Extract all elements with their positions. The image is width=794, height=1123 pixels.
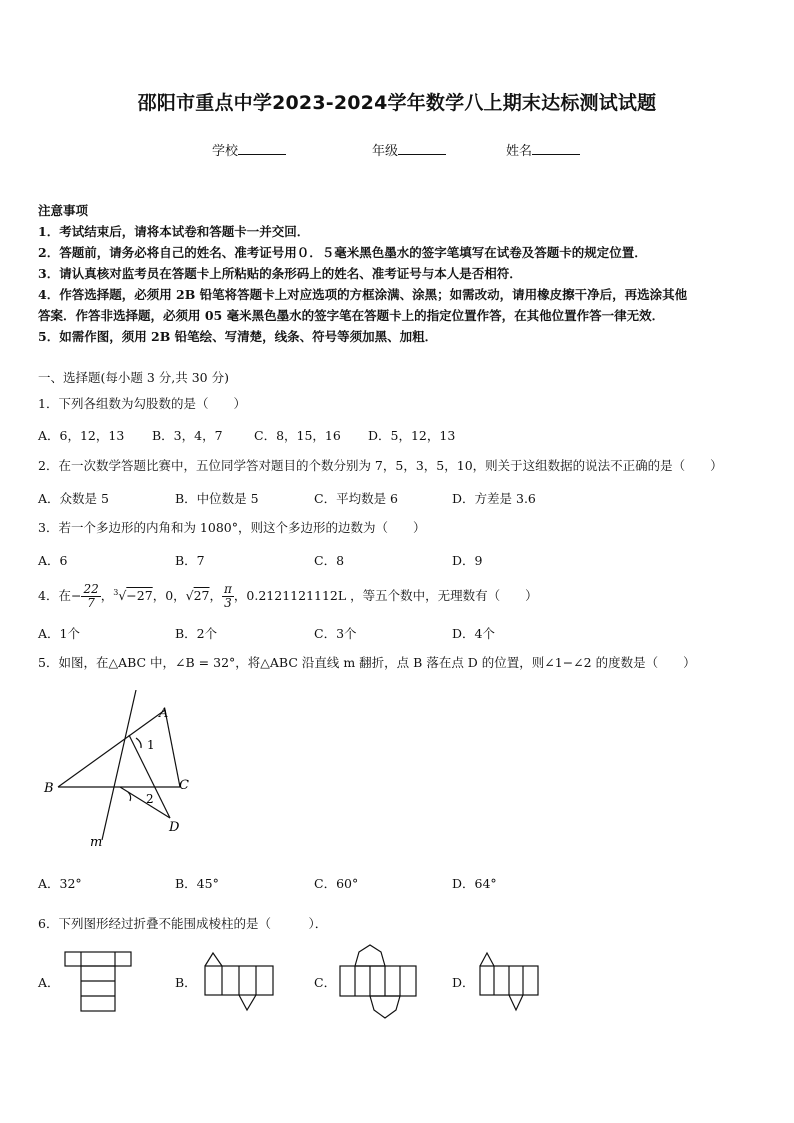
notice-item: 3．请认真核对监考员在答题卡上所粘贴的条形码上的姓名、准考证号与本人是否相符． [38, 266, 522, 281]
fraction-numerator: π [224, 582, 232, 597]
question-4-option-c: C．3个 [314, 626, 357, 641]
name-blank [532, 143, 580, 155]
question-2-option-c: C．平均数是 6 [314, 491, 398, 506]
question-6-option-c-label: C． [314, 975, 337, 990]
question-6-stem: 6．下列图形经过折叠不能围成棱柱的是（ ）． [38, 916, 328, 931]
fraction-22-over-7 [81, 583, 100, 610]
question-5-stem: 5．如图，在△ABC 中，∠B = 32°，将△ABC 沿直线 m 翻折，点 B 落在点 D 的位置，则∠1−∠2 的度数是（ ） [38, 655, 696, 670]
notice-item: 2．答题前，请务必将自己的姓名、准考证号用０．５毫米黑色墨水的签字笔填写在试卷及答题卡的规定位置． [38, 245, 647, 260]
question-2-option-b: B．中位数是 5 [175, 491, 259, 506]
name-field [506, 140, 580, 159]
question-5-option-b: B．45° [175, 876, 219, 891]
question-5-option-d: D．64° [452, 876, 497, 891]
radical-sign: √ [118, 588, 127, 604]
label-d: D [169, 820, 180, 835]
fraction-pi-over-3 [222, 583, 234, 610]
grade-label: 年级 [372, 144, 399, 159]
label-angle-1: 1 [147, 738, 155, 752]
notice-item: 答案．作答非选择题，必须用 05 毫米黑色墨水的签字笔在答题卡上的指定位置作答，在其他位置作答一律无效． [38, 308, 665, 323]
question-5-option-a: A．32° [38, 876, 82, 891]
label-a: A [159, 706, 169, 721]
label-m: m [90, 835, 103, 850]
school-field [212, 140, 286, 159]
question-3-option-d: D．9 [452, 553, 483, 568]
net-figure-d [476, 950, 542, 1014]
name-label: 姓名 [506, 144, 533, 159]
label-angle-2: 2 [146, 792, 154, 806]
notice-item: 4．作答选择题，必须用 2B 铅笔将答题卡上对应选项的方框涂满、涂黑；如需改动，请用橡皮擦干净后，再选涂其他 [38, 287, 688, 302]
question-4-option-d: D．4个 [452, 626, 495, 641]
question-3-option-c: C．8 [314, 553, 345, 568]
section-heading: 一、选择题(每小题 3 分,共 30 分) [38, 370, 229, 385]
question-3-stem: 3．若一个多边形的内角和为 1080°，则这个多边形的边数为（ ） [38, 520, 426, 535]
question-1-option-d: D．5，12，13 [368, 428, 456, 443]
notice-item: 1．考试结束后，请将本试卷和答题卡一并交回． [38, 224, 310, 239]
question-3-option-a: A．6 [38, 553, 68, 568]
net-figure-c [336, 940, 420, 1022]
grade-blank [398, 143, 446, 155]
net-figure-a [62, 950, 134, 1014]
question-3-option-b: B．7 [175, 553, 205, 568]
label-b: B [44, 781, 54, 796]
notice-item: 5．如需作图，须用 2B 铅笔绘、写清楚，线条、符号等须加黑、加粗． [38, 329, 438, 344]
grade-field [372, 140, 446, 159]
q4-sep: ， [100, 588, 114, 604]
q4-prefix: 4．在 [38, 588, 71, 604]
cube-root-index: 3 [113, 588, 119, 597]
angle-1-arc [136, 738, 141, 748]
question-4-stem [38, 578, 538, 611]
net-figure-b [200, 950, 278, 1014]
q4-minus: − [70, 588, 82, 604]
question-1-option-c: C．8，15，16 [254, 428, 341, 443]
question-1-stem: 1．下列各组数为勾股数的是（ ） [38, 396, 246, 411]
question-4-option-b: B．2个 [175, 626, 218, 641]
question-2-option-a: A．众数是 5 [38, 491, 109, 506]
question-6-option-d-label: D． [452, 975, 475, 990]
question-6-option-b-label: B． [175, 975, 197, 990]
fraction-denominator: 7 [87, 596, 95, 611]
q4-sep: ，0， [152, 588, 186, 604]
page-title: 邵阳市重点中学2023-2024学年数学八上期末达标测试试题 [137, 92, 657, 114]
question-1-option-a: A．6，12，13 [38, 428, 125, 443]
q4-sep: ， [209, 588, 223, 604]
school-label: 学校 [212, 144, 239, 159]
question-2-stem: 2．在一次数学答题比赛中，五位同学答对题目的个数分别为 7，5，3，5，10，则关于这组数据的说法不正确的是（ ） [38, 458, 723, 473]
line-m [102, 690, 136, 840]
question-4-option-a: A．1个 [38, 626, 80, 641]
triangle-fold-figure [38, 690, 208, 855]
sqrt-radicand: 27 [193, 588, 210, 604]
label-c: C [179, 778, 189, 793]
question-2-option-d: D．方差是 3.6 [452, 491, 536, 506]
segment-ac [165, 710, 180, 787]
question-1-option-b: B．3，4，7 [152, 428, 223, 443]
question-6-option-a-label: A． [38, 975, 60, 990]
fraction-numerator: 22 [83, 582, 99, 597]
radical-sign: √ [185, 588, 194, 604]
question-5-option-c: C．60° [314, 876, 359, 891]
fraction-denominator: 3 [224, 596, 232, 611]
cube-root-radicand: −27 [126, 588, 153, 604]
q4-tail: ，0.2121121112L ，等五个数中，无理数有（ ） [233, 588, 538, 604]
notice-heading: 注意事项 [38, 203, 89, 218]
school-blank [238, 143, 286, 155]
